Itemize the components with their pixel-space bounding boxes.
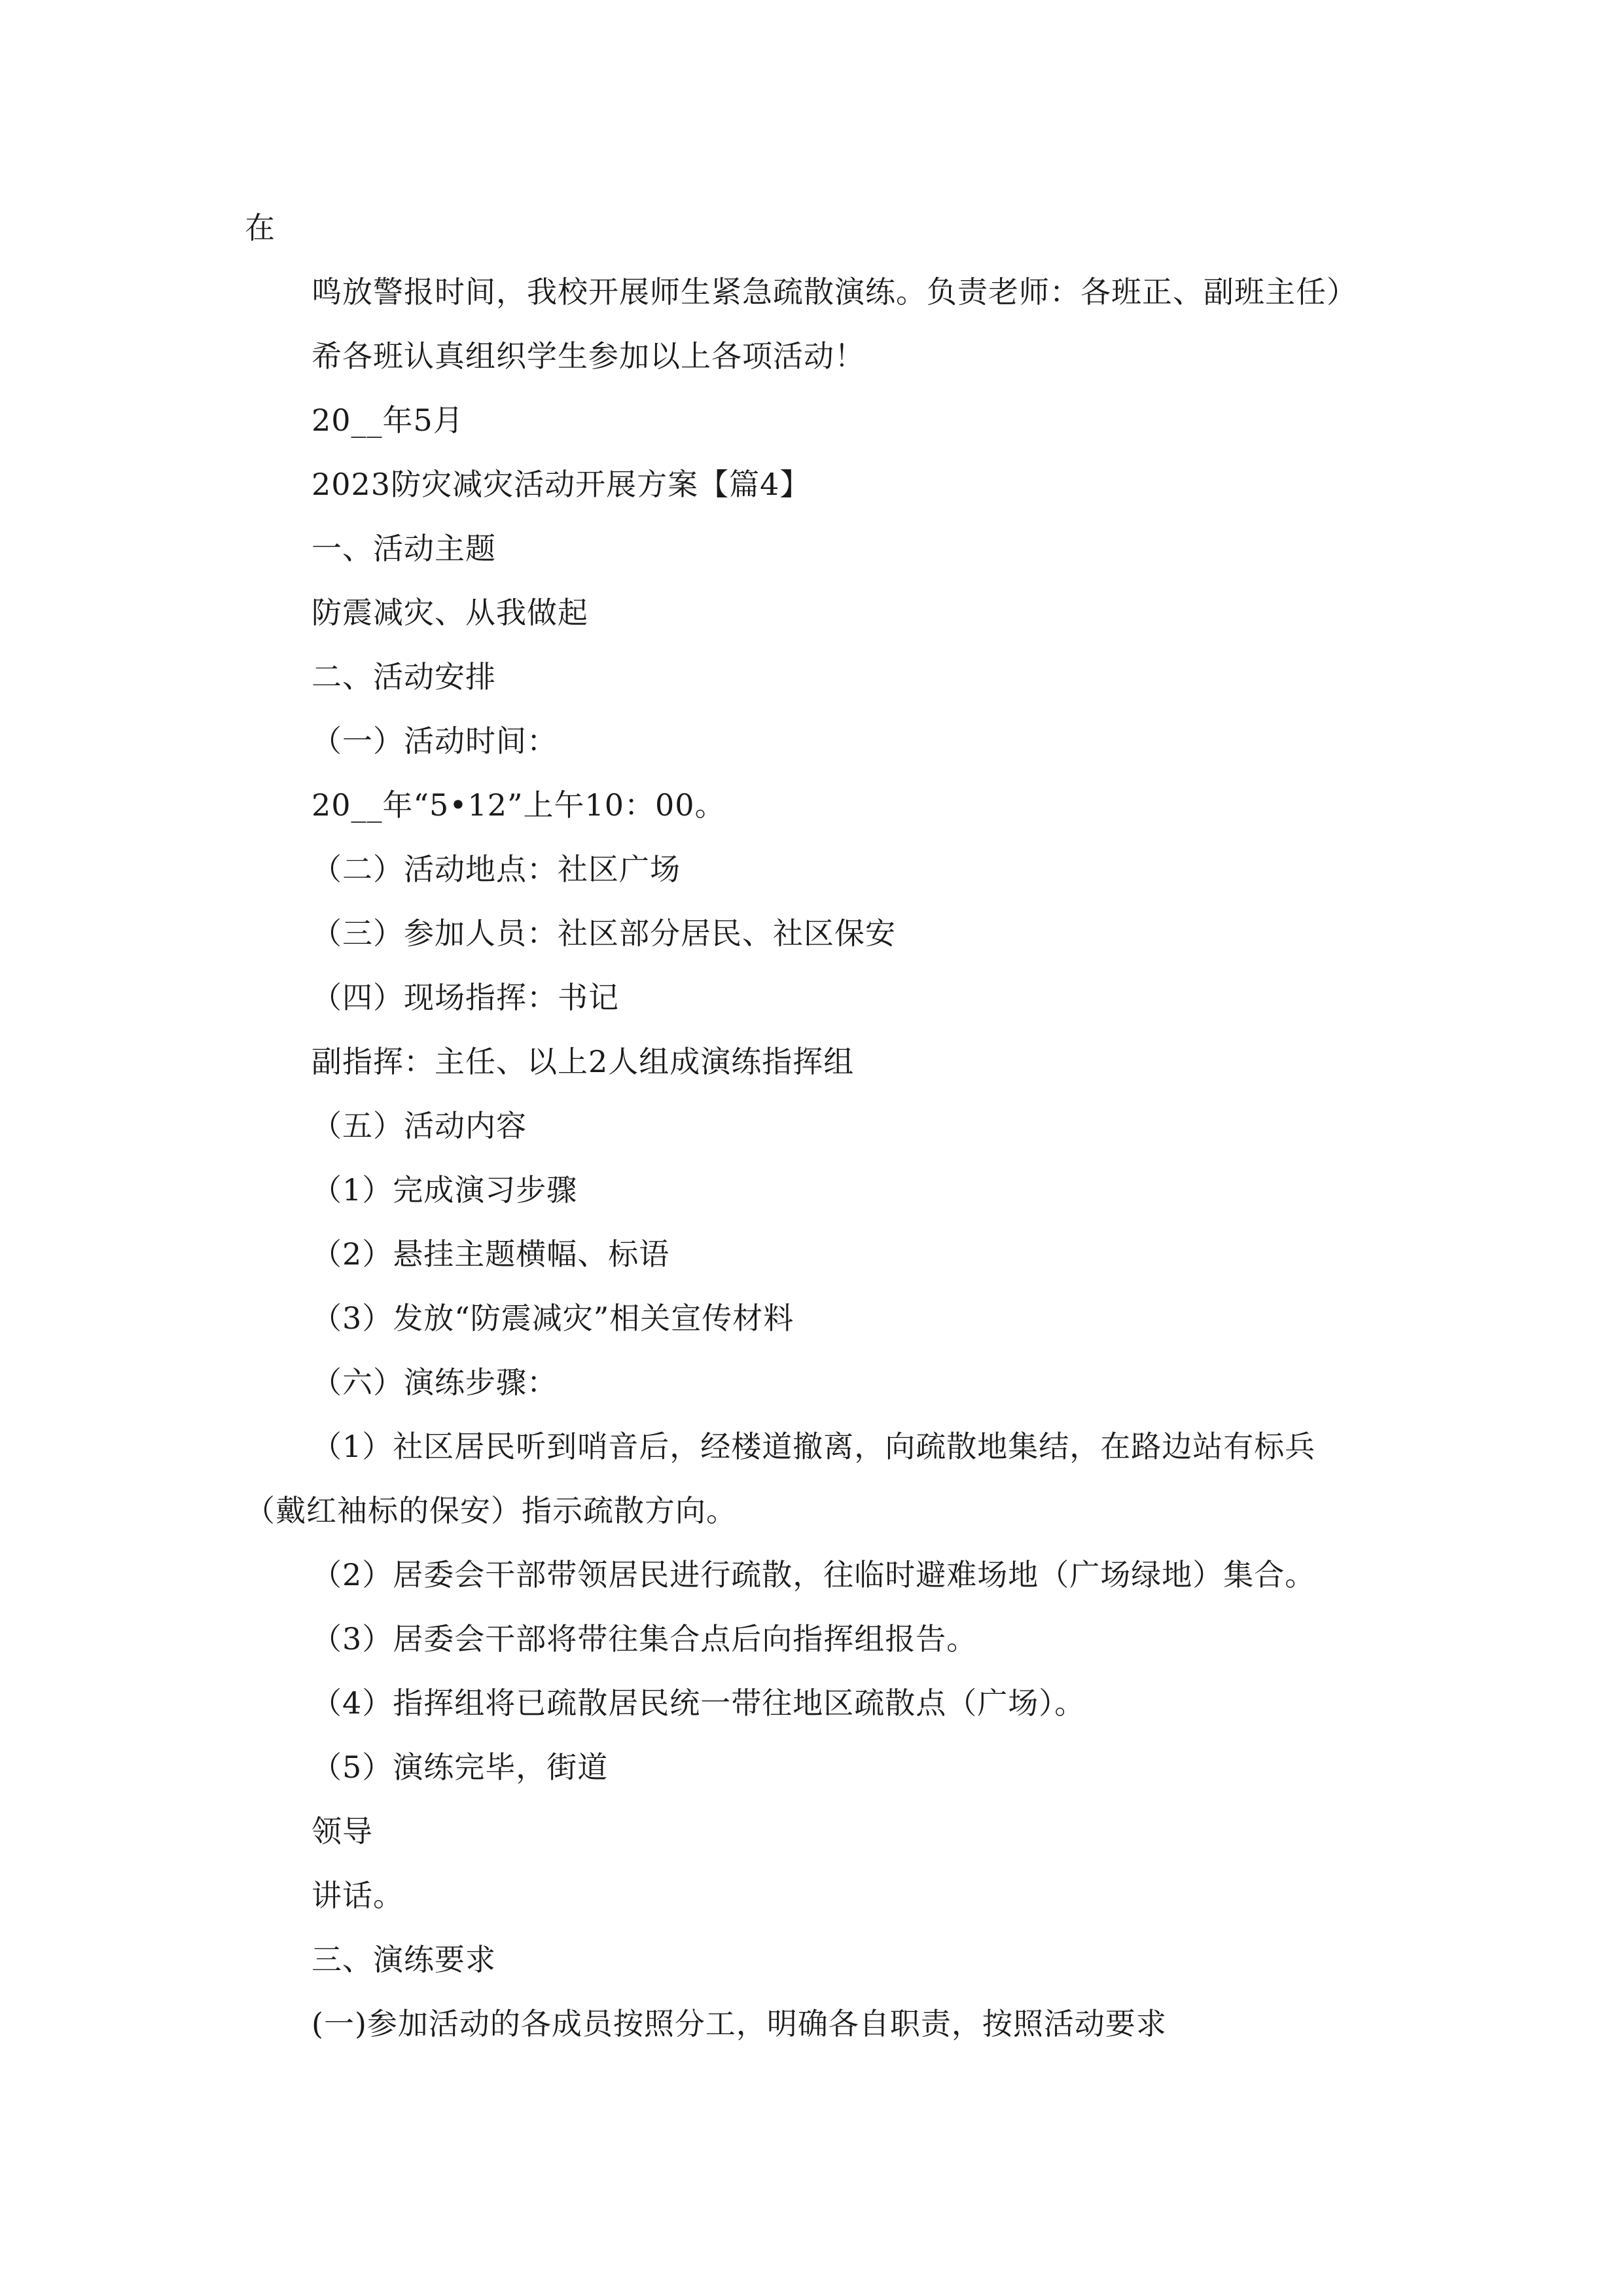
text-line: （六）演练步骤： <box>312 1365 558 1400</box>
text-line: （四）现场指挥：书记 <box>312 980 619 1015</box>
text-line: （2）悬挂主题横幅、标语 <box>312 1236 670 1272</box>
section-heading: 2023防灾减灾活动开展方案【篇4】 <box>312 467 811 502</box>
text-line: 三、演练要求 <box>312 1942 496 1977</box>
text-line: 防震减灾、从我做起 <box>312 595 588 630</box>
text-line: 20__年5月 <box>312 403 464 438</box>
text-line: 希各班认真组织学生参加以上各项活动！ <box>312 338 865 374</box>
text-line: （三）参加人员：社区部分居民、社区保安 <box>312 916 896 951</box>
text-line: 副指挥：主任、以上2人组成演练指挥组 <box>312 1044 855 1079</box>
text-line: （3）发放“防震减灾”相关宣传材料 <box>312 1300 794 1336</box>
text-line: （2）居委会干部带领居民进行疏散，往临时避难场地（广场绿地）集合。 <box>312 1557 1316 1592</box>
text-line: （1）社区居民听到哨音后，经楼道撤离，向疏散地集结，在路边站有标兵 <box>312 1429 1316 1464</box>
text-line: （一）活动时间： <box>312 723 558 759</box>
text-line: （戴红袖标的保安）指示疏散方向。 <box>245 1493 737 1528</box>
text-line: 20__年“5•12”上午10：00。 <box>312 787 726 823</box>
text-line: (一)参加活动的各成员按照分工，明确各自职责，按照活动要求 <box>312 2006 1167 2041</box>
text-line: 在 <box>245 210 276 245</box>
text-line: （3）居委会干部将带往集合点后向指挥组报告。 <box>312 1621 978 1657</box>
text-line: 领导 <box>312 1814 373 1849</box>
text-line: 二、活动安排 <box>312 659 496 694</box>
text-line: 讲话。 <box>312 1878 404 1913</box>
text-line: （五）活动内容 <box>312 1108 527 1143</box>
text-line: （5）演练完毕，街道 <box>312 1749 609 1785</box>
text-line: 鸣放警报时间，我校开展师生紧急疏散演练。负责老师：各班正、副班主任） <box>312 274 1357 310</box>
text-line: （1）完成演习步骤 <box>312 1172 578 1208</box>
text-line: 一、活动主题 <box>312 531 496 566</box>
text-line: （4）指挥组将已疏散居民统一带往地区疏散点（广场）。 <box>312 1685 1086 1721</box>
text-line: （二）活动地点：社区广场 <box>312 852 681 887</box>
